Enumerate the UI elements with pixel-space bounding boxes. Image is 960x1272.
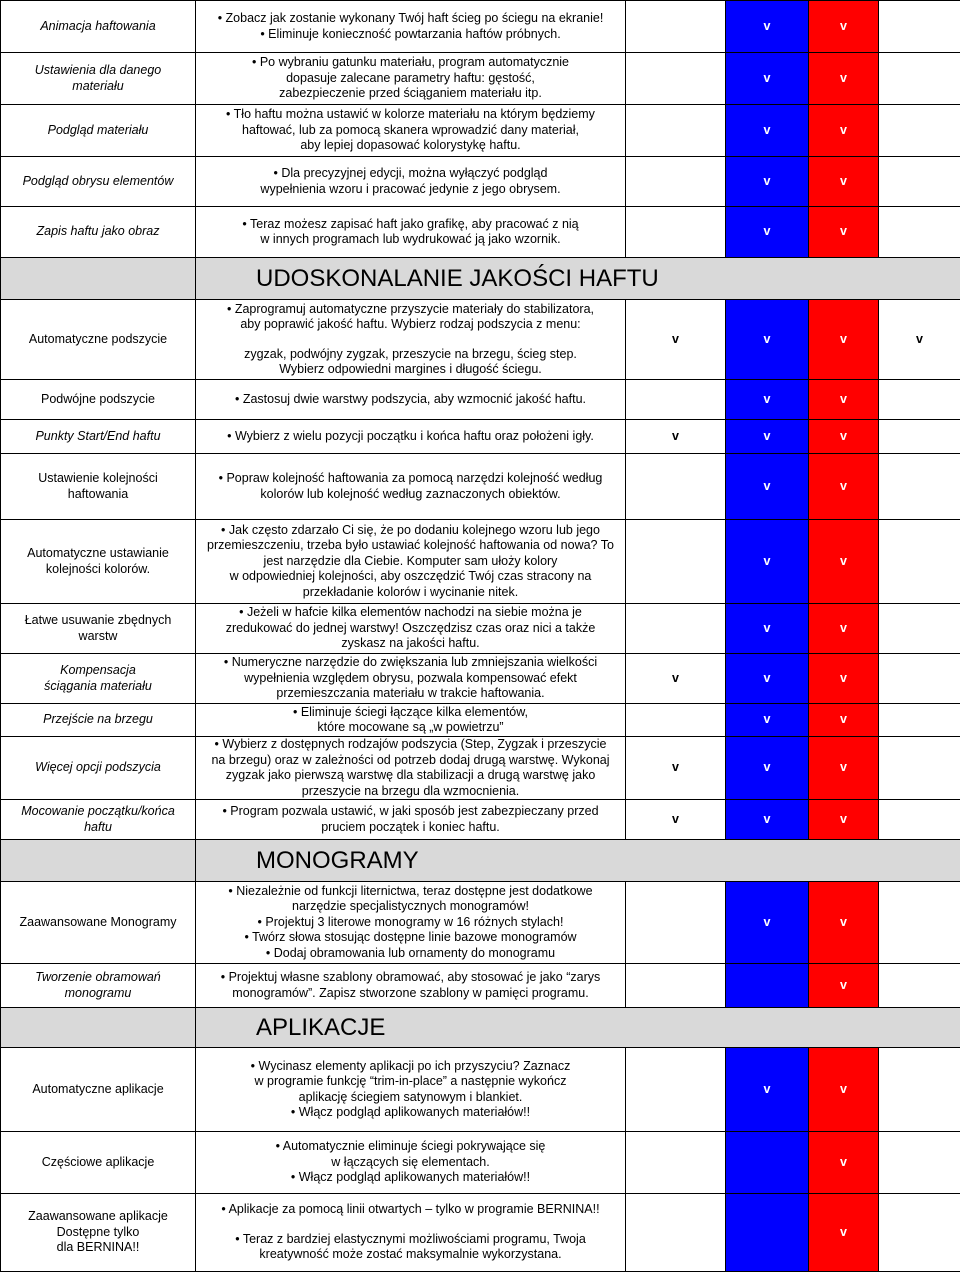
- description-line: • Teraz możesz zapisać haft jako grafikę, aby pracować z nią: [199, 217, 622, 233]
- feature-name: [1, 654, 196, 704]
- feature-name-line: Zaawansowane Monogramy: [4, 915, 192, 931]
- feature-name-line: Tworzenie obramowań: [4, 970, 192, 986]
- description-line: • Projektuj 3 literowe monogramy w 16 różnych stylach!: [199, 915, 622, 931]
- feature-name: [1, 454, 196, 520]
- availability-mark: v: [809, 800, 879, 840]
- feature-name-line: Łatwe usuwanie zbędnych: [4, 613, 192, 629]
- description-line: aby poprawić jakość haftu. Wybierz rodzaj podszycia z menu:: [199, 317, 622, 333]
- feature-description: [196, 882, 626, 964]
- section-title: APLIKACJE: [196, 1008, 960, 1048]
- availability-mark: [726, 1132, 809, 1194]
- availability-mark: v: [809, 604, 879, 654]
- description-line: na brzegu) oraz w zależności od potrzeb dodaj drugą warstwę. Wykonaj: [199, 753, 622, 769]
- availability-mark: v: [726, 53, 809, 105]
- availability-mark: v: [726, 157, 809, 207]
- feature-description: [196, 300, 626, 380]
- availability-mark: v: [809, 520, 879, 604]
- feature-description: [196, 1194, 626, 1272]
- availability-mark: [879, 800, 960, 840]
- description-line: • Włącz podgląd aplikowanych materiałów!!: [199, 1105, 622, 1121]
- description-line: • Aplikacje za pomocą linii otwartych – tylko w programie BERNINA!!: [199, 1202, 622, 1218]
- description-line: • Niezależnie od funkcji liternictwa, teraz dostępne jest dodatkowe: [199, 884, 622, 900]
- availability-mark: v: [726, 207, 809, 258]
- availability-mark: v: [809, 53, 879, 105]
- description-line: • Popraw kolejność haftowania za pomocą narzędzi kolejność według: [199, 471, 622, 487]
- table-row: [1, 520, 960, 604]
- availability-mark: v: [626, 800, 726, 840]
- description-line: haftować, lub za pomocą skanera wprowadzić dany materiał,: [199, 123, 622, 139]
- feature-description: [196, 420, 626, 454]
- table-row: [1, 157, 960, 207]
- feature-name-line: ściągania materiału: [4, 679, 192, 695]
- feature-name-line: Kompensacja: [4, 663, 192, 679]
- availability-mark: [879, 604, 960, 654]
- description-line: • Wybierz z dostępnych rodzajów podszycia (Step, Zygzak i przeszycie: [199, 737, 622, 753]
- description-line: przeszycie na brzegu dla wzmocnienia.: [199, 784, 622, 800]
- availability-mark: v: [726, 737, 809, 800]
- availability-mark: [726, 964, 809, 1008]
- table-row: [1, 1, 960, 53]
- availability-mark: [879, 704, 960, 737]
- description-line: wypełnienia względem obrysu, pozwala kompensować efekt: [199, 671, 622, 687]
- availability-mark: [879, 157, 960, 207]
- availability-mark: [879, 737, 960, 800]
- table-row: [1, 454, 960, 520]
- description-line: • Dla precyzyjnej edycji, można wyłączyć podgląd: [199, 166, 622, 182]
- feature-description: [196, 454, 626, 520]
- availability-mark: v: [809, 105, 879, 157]
- description-line: pruciem początek i koniec haftu.: [199, 820, 622, 836]
- description-line: jest narzędzie dla Ciebie. Komputer sam ułoży kolory: [199, 554, 622, 570]
- availability-mark: v: [726, 604, 809, 654]
- description-line: monogramów”. Zapisz stworzone szablony w pamięci programu.: [199, 986, 622, 1002]
- feature-name-line: Mocowanie początku/końca: [4, 804, 192, 820]
- table-row: [1, 420, 960, 454]
- availability-mark: [726, 1194, 809, 1272]
- feature-name-line: Zaawansowane aplikacje: [4, 1209, 192, 1225]
- description-line: • Teraz z bardziej elastycznymi możliwościami programu, Twoja: [199, 1232, 622, 1248]
- description-line: narzędzie specjalistycznych monogramów!: [199, 899, 622, 915]
- description-line: • Jak często zdarzało Ci się, że po dodaniu kolejnego wzoru lub jego: [199, 523, 622, 539]
- availability-mark: [626, 207, 726, 258]
- availability-mark: [879, 1048, 960, 1132]
- feature-description: [196, 1048, 626, 1132]
- availability-mark: [626, 520, 726, 604]
- feature-name: [1, 300, 196, 380]
- feature-name-line: Podwójne podszycie: [4, 392, 192, 408]
- description-line: • Program pozwala ustawić, w jaki sposób jest zabezpieczany przed: [199, 804, 622, 820]
- feature-description: [196, 737, 626, 800]
- feature-name: [1, 882, 196, 964]
- availability-mark: v: [809, 704, 879, 737]
- table-row: [1, 1194, 960, 1272]
- availability-mark: [879, 454, 960, 520]
- description-line: zyskasz na jakości haftu.: [199, 636, 622, 652]
- table-row: [1, 704, 960, 737]
- description-line: w łączących się elementach.: [199, 1155, 622, 1171]
- description-line: zygzak, podwójny zygzak, przeszycie na brzegu, ścieg step.: [199, 347, 622, 363]
- availability-mark: v: [726, 454, 809, 520]
- availability-mark: v: [809, 964, 879, 1008]
- availability-mark: [626, 704, 726, 737]
- feature-description: [196, 380, 626, 420]
- availability-mark: [626, 1048, 726, 1132]
- feature-name: [1, 207, 196, 258]
- feature-name-line: Podgląd obrysu elementów: [4, 174, 192, 190]
- feature-name: [1, 1194, 196, 1272]
- table-row: [1, 105, 960, 157]
- table-row: [1, 1048, 960, 1132]
- table-row: [1, 300, 960, 380]
- availability-mark: v: [726, 704, 809, 737]
- availability-mark: v: [726, 882, 809, 964]
- feature-description: [196, 1, 626, 53]
- availability-mark: [626, 53, 726, 105]
- feature-name-line: Automatyczne aplikacje: [4, 1082, 192, 1098]
- availability-mark: v: [726, 654, 809, 704]
- feature-description: [196, 704, 626, 737]
- availability-mark: v: [626, 300, 726, 380]
- feature-name-line: haftu: [4, 820, 192, 836]
- feature-name: [1, 420, 196, 454]
- availability-mark: v: [726, 300, 809, 380]
- description-line: dopasuje zalecane parametry haftu: gęstość,: [199, 71, 622, 87]
- availability-mark: [879, 380, 960, 420]
- description-line: • Tło haftu można ustawić w kolorze materiału na którym będziemy: [199, 107, 622, 123]
- availability-mark: [879, 1194, 960, 1272]
- availability-mark: [879, 420, 960, 454]
- feature-description: [196, 157, 626, 207]
- availability-mark: [626, 454, 726, 520]
- description-line: • Zastosuj dwie warstwy podszycia, aby wzmocnić jakość haftu.: [199, 392, 622, 408]
- availability-mark: [626, 604, 726, 654]
- description-line: w odpowiedniej kolejności, aby oszczędzić Twój czas stracony na: [199, 569, 622, 585]
- availability-mark: [879, 520, 960, 604]
- availability-mark: v: [809, 207, 879, 258]
- feature-description: [196, 105, 626, 157]
- availability-mark: v: [809, 300, 879, 380]
- feature-description: [196, 800, 626, 840]
- availability-mark: v: [809, 157, 879, 207]
- feature-name: [1, 1048, 196, 1132]
- section-title: UDOSKONALANIE JAKOŚCI HAFTU: [196, 258, 960, 300]
- description-line: • Numeryczne narzędzie do zwiększania lub zmniejszania wielkości: [199, 655, 622, 671]
- feature-name: [1, 800, 196, 840]
- availability-mark: v: [626, 737, 726, 800]
- section-header-row: [1, 258, 960, 300]
- availability-mark: v: [726, 380, 809, 420]
- feature-name: [1, 1, 196, 53]
- availability-mark: v: [726, 1048, 809, 1132]
- section-title: MONOGRAMY: [196, 840, 960, 882]
- description-line: • Twórz słowa stosując dostępne linie bazowe monogramów: [199, 930, 622, 946]
- description-line: • Eliminuje konieczność powtarzania haftów próbnych.: [199, 27, 622, 43]
- feature-description: [196, 964, 626, 1008]
- feature-description: [196, 53, 626, 105]
- description-line: • Eliminuje ściegi łączące kilka elementów,: [199, 705, 622, 721]
- feature-description: [196, 604, 626, 654]
- table-row: [1, 800, 960, 840]
- feature-name-line: Więcej opcji podszycia: [4, 760, 192, 776]
- description-line: kolorów lub kolejność według zaznaczonych obiektów.: [199, 487, 622, 503]
- description-line: przemieszczania materiału w trakcie haftowania.: [199, 686, 622, 702]
- description-line: Wybierz odpowiedni margines i długość ściegu.: [199, 362, 622, 378]
- availability-mark: v: [726, 420, 809, 454]
- availability-mark: v: [809, 1048, 879, 1132]
- table-row: [1, 53, 960, 105]
- description-line: • Zobacz jak zostanie wykonany Twój haft ścieg po ściegu na ekranie!: [199, 11, 622, 27]
- availability-mark: [879, 654, 960, 704]
- availability-mark: [626, 1132, 726, 1194]
- section-header-row: [1, 1008, 960, 1048]
- feature-name-line: Zapis haftu jako obraz: [4, 224, 192, 240]
- feature-name-line: materiału: [4, 79, 192, 95]
- description-line: aby lepiej dopasować kolorystykę haftu.: [199, 138, 622, 154]
- description-line: • Włącz podgląd aplikowanych materiałów!!: [199, 1170, 622, 1186]
- availability-mark: [626, 964, 726, 1008]
- feature-name: [1, 604, 196, 654]
- availability-mark: [879, 1, 960, 53]
- feature-name-line: Przejście na brzegu: [4, 712, 192, 728]
- feature-name: [1, 53, 196, 105]
- feature-name-line: Ustawienia dla danego: [4, 63, 192, 79]
- description-line: • Jeżeli w hafcie kilka elementów nachodzi na siebie można je: [199, 605, 622, 621]
- availability-mark: [626, 157, 726, 207]
- availability-mark: v: [809, 737, 879, 800]
- availability-mark: v: [809, 1132, 879, 1194]
- availability-mark: [879, 964, 960, 1008]
- table-row: [1, 207, 960, 258]
- feature-name: [1, 964, 196, 1008]
- availability-mark: v: [626, 654, 726, 704]
- section-header-row: [1, 840, 960, 882]
- feature-name: [1, 1132, 196, 1194]
- availability-mark: v: [809, 882, 879, 964]
- feature-name-line: Ustawienie kolejności: [4, 471, 192, 487]
- availability-mark: [879, 1132, 960, 1194]
- description-line: przekładanie kolorów i wycinanie nitek.: [199, 585, 622, 601]
- description-line: kreatywność może zostać maksymalnie wykorzystana.: [199, 1247, 622, 1263]
- availability-mark: [626, 1, 726, 53]
- description-line: • Projektuj własne szablony obramować, aby stosować je jako “zarys: [199, 970, 622, 986]
- description-line: wypełnienia wzoru i pracować jedynie z jego obrysem.: [199, 182, 622, 198]
- availability-mark: v: [726, 520, 809, 604]
- feature-name-line: monogramu: [4, 986, 192, 1002]
- availability-mark: [879, 882, 960, 964]
- feature-name-line: Automatyczne podszycie: [4, 332, 192, 348]
- availability-mark: [879, 53, 960, 105]
- description-line: zabezpieczenie przed ściąganiem materiału itp.: [199, 86, 622, 102]
- description-line: aplikację ściegiem satynowym i blankiet.: [199, 1090, 622, 1106]
- feature-name-line: Animacja haftowania: [4, 19, 192, 35]
- availability-mark: v: [809, 654, 879, 704]
- description-line: • Wybierz z wielu pozycji początku i końca haftu oraz położeni igły.: [199, 429, 622, 445]
- availability-mark: [626, 105, 726, 157]
- table-row: [1, 654, 960, 704]
- availability-mark: v: [809, 454, 879, 520]
- availability-mark: v: [726, 105, 809, 157]
- availability-mark: [879, 207, 960, 258]
- availability-mark: v: [726, 800, 809, 840]
- feature-name-line: warstw: [4, 629, 192, 645]
- description-line: zygzak jako pierwszą warstwę dla stabilizacji a drugą warstwę jako: [199, 768, 622, 784]
- feature-name-line: kolejności kolorów.: [4, 562, 192, 578]
- availability-mark: v: [626, 420, 726, 454]
- availability-mark: [879, 105, 960, 157]
- table-row: [1, 882, 960, 964]
- availability-mark: [626, 380, 726, 420]
- description-line: które mocowane są „w powietrzu”: [199, 720, 622, 736]
- feature-name-line: haftowania: [4, 487, 192, 503]
- availability-mark: [626, 1194, 726, 1272]
- feature-name: [1, 105, 196, 157]
- feature-name: [1, 157, 196, 207]
- description-line: • Dodaj obramowania lub ornamenty do monogramu: [199, 946, 622, 962]
- feature-name: [1, 520, 196, 604]
- availability-mark: [626, 882, 726, 964]
- feature-description: [196, 654, 626, 704]
- description-line: przemieszczeniu, trzeba było ustawiać kolejność haftowania od nowa? To: [199, 538, 622, 554]
- feature-name-line: Automatyczne ustawianie: [4, 546, 192, 562]
- availability-mark: v: [879, 300, 960, 380]
- description-line: zredukować do jednej warstwy! Oszczędzisz czas oraz nici a także: [199, 621, 622, 637]
- feature-name: [1, 704, 196, 737]
- availability-mark: v: [809, 1194, 879, 1272]
- section-spacer: [1, 258, 196, 300]
- description-line: • Wycinasz elementy aplikacji po ich przyszyciu? Zaznacz: [199, 1059, 622, 1075]
- availability-mark: v: [809, 1, 879, 53]
- feature-name-line: Podgląd materiału: [4, 123, 192, 139]
- description-line: w programie funkcję “trim-in-place” a następnie wykończ: [199, 1074, 622, 1090]
- description-line: • Po wybraniu gatunku materiału, program automatycznie: [199, 55, 622, 71]
- feature-description: [196, 1132, 626, 1194]
- description-line: w innych programach lub wydrukować ją jako wzornik.: [199, 232, 622, 248]
- table-row: [1, 1132, 960, 1194]
- table-row: [1, 964, 960, 1008]
- description-line: • Automatycznie eliminuje ściegi pokrywające się: [199, 1139, 622, 1155]
- feature-description: [196, 207, 626, 258]
- availability-mark: v: [809, 380, 879, 420]
- feature-name-line: Punkty Start/End haftu: [4, 429, 192, 445]
- table-row: [1, 604, 960, 654]
- feature-name-line: Częściowe aplikacje: [4, 1155, 192, 1171]
- section-spacer: [1, 840, 196, 882]
- feature-name: [1, 737, 196, 800]
- availability-mark: v: [809, 420, 879, 454]
- feature-description: [196, 520, 626, 604]
- table-row: [1, 737, 960, 800]
- feature-name-line: dla BERNINA!!: [4, 1240, 192, 1256]
- table-row: [1, 380, 960, 420]
- availability-mark: v: [726, 1, 809, 53]
- feature-name: [1, 380, 196, 420]
- feature-name-line: Dostępne tylko: [4, 1225, 192, 1241]
- section-spacer: [1, 1008, 196, 1048]
- description-line: • Zaprogramuj automatyczne przyszycie materiały do stabilizatora,: [199, 302, 622, 318]
